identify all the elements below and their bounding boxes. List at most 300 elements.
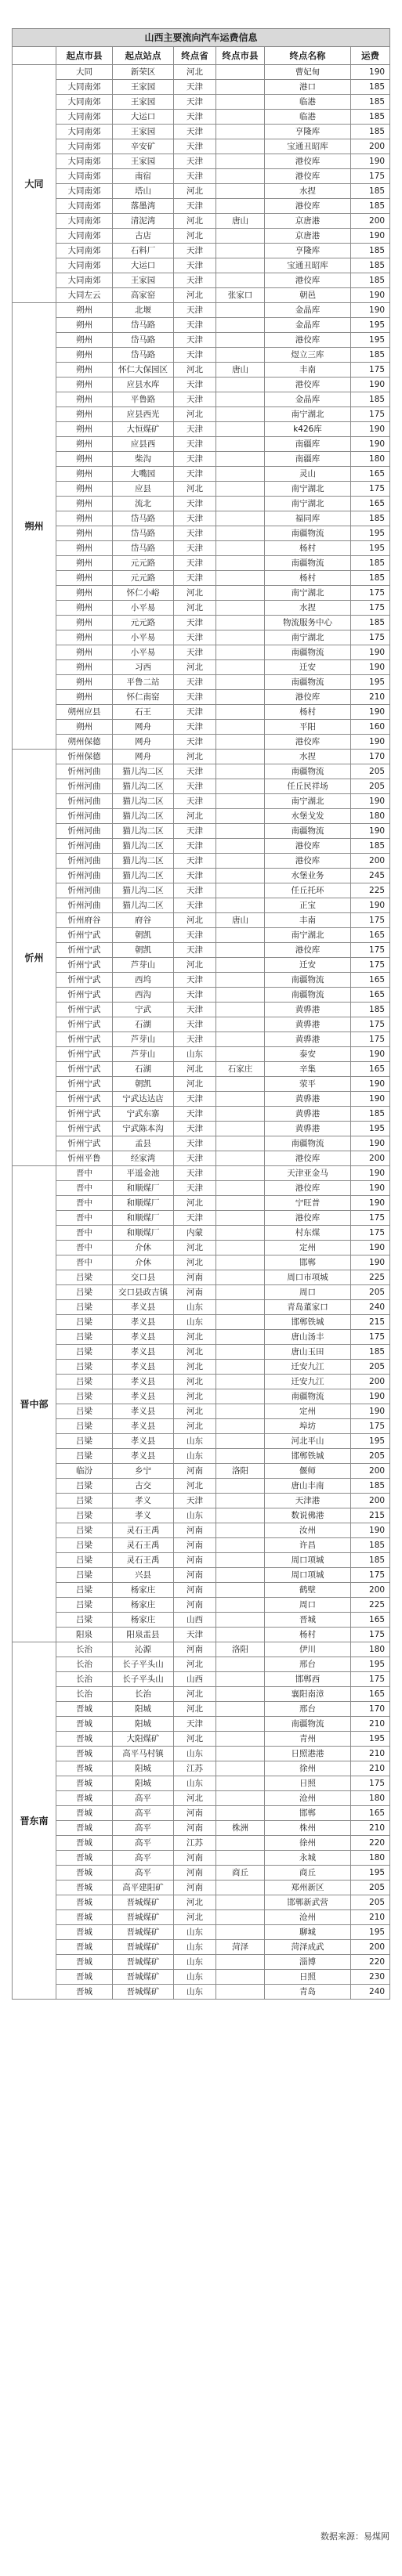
cell-origin-station: 大阳煤矿: [113, 1732, 174, 1747]
cell-freight: 165: [351, 1062, 390, 1077]
cell-dest-name: 伊川: [265, 1642, 351, 1657]
cell-dest-name: 村东煤: [265, 1226, 351, 1241]
cell-freight: 175: [351, 1017, 390, 1032]
cell-dest-province: 河北: [174, 1895, 216, 1910]
cell-dest-province: 天津: [174, 199, 216, 214]
cell-origin-station: 孝义县: [113, 1360, 174, 1375]
cell-dest-city: [216, 1092, 265, 1107]
cell-freight: 205: [351, 1895, 390, 1910]
cell-dest-province: 天津: [174, 824, 216, 839]
table-row: [13, 288, 390, 303]
table-row: [13, 1851, 390, 1866]
table-row: [13, 1761, 390, 1776]
cell-origin-city: 大同: [56, 65, 113, 80]
cell-dest-name: 邯郸: [265, 1255, 351, 1270]
cell-dest-city: [216, 303, 265, 318]
table-row: [13, 1836, 390, 1851]
cell-dest-city: [216, 1687, 265, 1702]
cell-dest-city: [216, 735, 265, 750]
cell-origin-station: 沁源: [113, 1642, 174, 1657]
cell-dest-city: [216, 258, 265, 273]
cell-freight: 175: [351, 943, 390, 958]
cell-origin-station: 清泥湾: [113, 214, 174, 229]
cell-freight: 175: [351, 407, 390, 422]
cell-freight: 175: [351, 958, 390, 973]
cell-origin-city: 吕梁: [56, 1360, 113, 1375]
cell-freight: 185: [351, 839, 390, 854]
cell-origin-city: 晋城: [56, 1717, 113, 1732]
cell-origin-city: 晋城: [56, 1910, 113, 1925]
cell-dest-city: [216, 705, 265, 720]
cell-dest-name: k426库: [265, 422, 351, 437]
cell-dest-province: 天津: [174, 779, 216, 794]
cell-freight: 190: [351, 1196, 390, 1211]
cell-origin-city: 大同南郊: [56, 110, 113, 125]
table-row: [13, 779, 390, 794]
cell-origin-city: 朔州: [56, 630, 113, 645]
table-row: [13, 1776, 390, 1791]
cell-dest-name: 邢台: [265, 1657, 351, 1672]
cell-dest-province: 河南: [174, 1866, 216, 1881]
cell-origin-station: 网舟: [113, 735, 174, 750]
cell-dest-name: 汝州: [265, 1523, 351, 1538]
cell-dest-city: [216, 1315, 265, 1330]
cell-origin-city: 晋中: [56, 1166, 113, 1181]
cell-freight: 185: [351, 392, 390, 407]
cell-freight: 190: [351, 1389, 390, 1404]
cell-origin-city: 朔州: [56, 645, 113, 660]
cell-origin-station: 孝义县: [113, 1315, 174, 1330]
cell-origin-station: 元元路: [113, 616, 174, 630]
table-row: [13, 1404, 390, 1419]
cell-origin-city: 吕梁: [56, 1419, 113, 1434]
table-row: [13, 1687, 390, 1702]
table-row: [13, 764, 390, 779]
table-row: [13, 1196, 390, 1211]
table-row: [13, 988, 390, 1003]
cell-dest-province: 天津: [174, 1122, 216, 1136]
cell-origin-city: 朔州: [56, 601, 113, 616]
table-row: [13, 898, 390, 913]
cell-dest-city: [216, 809, 265, 824]
cell-origin-station: 交口县: [113, 1270, 174, 1285]
cell-dest-name: 平阳: [265, 720, 351, 735]
table-row: [13, 199, 390, 214]
cell-origin-station: 孝义县: [113, 1389, 174, 1404]
cell-origin-city: 忻州河曲: [56, 883, 113, 898]
cell-origin-station: 大恒煤矿: [113, 422, 174, 437]
cell-freight: 185: [351, 110, 390, 125]
cell-freight: 175: [351, 630, 390, 645]
table-row: [13, 273, 390, 288]
cell-dest-province: 天津: [174, 1017, 216, 1032]
cell-dest-city: [216, 1702, 265, 1717]
cell-dest-province: 河北: [174, 1255, 216, 1270]
cell-freight: 210: [351, 1821, 390, 1836]
cell-freight: 190: [351, 303, 390, 318]
cell-origin-station: 孝义县: [113, 1404, 174, 1419]
cell-dest-name: 徐州: [265, 1761, 351, 1776]
cell-dest-province: 江苏: [174, 1761, 216, 1776]
cell-dest-city: [216, 1806, 265, 1821]
cell-dest-city: [216, 1360, 265, 1375]
cell-freight: 220: [351, 1955, 390, 1970]
table-row: [13, 1970, 390, 1985]
table-row: [13, 392, 390, 407]
table-row: [13, 1449, 390, 1464]
cell-dest-province: 天津: [174, 883, 216, 898]
cell-dest-province: 天津: [174, 794, 216, 809]
cell-dest-province: 山东: [174, 1985, 216, 2000]
cell-origin-city: 晋城: [56, 1970, 113, 1985]
cell-origin-station: 晋城煤矿: [113, 1940, 174, 1955]
cell-freight: 190: [351, 1077, 390, 1092]
table-row: [13, 735, 390, 750]
cell-freight: 180: [351, 809, 390, 824]
cell-dest-province: 河南: [174, 1851, 216, 1866]
cell-origin-station: 孝义县: [113, 1419, 174, 1434]
cell-dest-province: 天津: [174, 988, 216, 1003]
cell-freight: 205: [351, 1881, 390, 1895]
cell-dest-province: 天津: [174, 735, 216, 750]
cell-dest-province: 山东: [174, 1315, 216, 1330]
cell-dest-name: 水捏: [265, 750, 351, 764]
table-row: [13, 1747, 390, 1761]
cell-origin-city: 晋城: [56, 1985, 113, 2000]
cell-origin-city: 忻州宁武: [56, 1122, 113, 1136]
cell-origin-city: 忻州宁武: [56, 1062, 113, 1077]
cell-origin-city: 吕梁: [56, 1315, 113, 1330]
cell-dest-province: 天津: [174, 1211, 216, 1226]
cell-dest-province: 天津: [174, 437, 216, 452]
cell-origin-city: 吕梁: [56, 1389, 113, 1404]
cell-origin-station: 平鲁二站: [113, 675, 174, 690]
cell-freight: 200: [351, 1151, 390, 1166]
cell-origin-station: 应县西: [113, 437, 174, 452]
cell-dest-city: [216, 1568, 265, 1583]
cell-dest-name: 煜立三库: [265, 348, 351, 363]
cell-origin-city: 晋城: [56, 1747, 113, 1761]
cell-freight: 210: [351, 1910, 390, 1925]
cell-dest-city: [216, 869, 265, 883]
cell-dest-city: [216, 318, 265, 333]
header-dest-name: 终点名称: [265, 47, 351, 65]
cell-freight: 190: [351, 378, 390, 392]
cell-origin-city: 吕梁: [56, 1270, 113, 1285]
cell-dest-name: 港佼库: [265, 199, 351, 214]
cell-dest-city: [216, 1836, 265, 1851]
cell-freight: 190: [351, 437, 390, 452]
table-row: [13, 1419, 390, 1434]
cell-dest-province: 天津: [174, 318, 216, 333]
cell-dest-city: [216, 482, 265, 497]
cell-dest-city: [216, 1732, 265, 1747]
cell-freight: 195: [351, 1434, 390, 1449]
cell-dest-city: [216, 690, 265, 705]
cell-origin-station: 兴县: [113, 1568, 174, 1583]
cell-dest-province: 天津: [174, 139, 216, 154]
cell-origin-station: 灵石王禹: [113, 1538, 174, 1553]
cell-origin-city: 晋城: [56, 1925, 113, 1940]
table-row: [13, 1568, 390, 1583]
table-row: [13, 333, 390, 348]
table-row: [13, 869, 390, 883]
cell-dest-city: [216, 1479, 265, 1494]
cell-dest-city: 菏泽: [216, 1940, 265, 1955]
cell-freight: 175: [351, 1226, 390, 1241]
cell-origin-city: 吕梁: [56, 1508, 113, 1523]
cell-dest-city: [216, 154, 265, 169]
cell-origin-city: 朔州: [56, 333, 113, 348]
cell-origin-city: 忻州宁武: [56, 1107, 113, 1122]
cell-freight: 175: [351, 1032, 390, 1047]
cell-origin-station: 晋城煤矿: [113, 1910, 174, 1925]
cell-dest-name: 南宁湖北: [265, 794, 351, 809]
table-row: [13, 1389, 390, 1404]
cell-freight: 175: [351, 1776, 390, 1791]
cell-dest-province: 天津: [174, 1717, 216, 1732]
cell-origin-city: 朔州: [56, 482, 113, 497]
cell-origin-station: 阳城: [113, 1776, 174, 1791]
cell-dest-city: [216, 1494, 265, 1508]
table-row: [13, 1657, 390, 1672]
cell-origin-station: 怀仁大保园区: [113, 363, 174, 378]
cell-origin-city: 阳泉: [56, 1628, 113, 1642]
cell-origin-city: 朔州: [56, 303, 113, 318]
table-row: [13, 511, 390, 526]
cell-origin-station: 应县西光: [113, 407, 174, 422]
cell-dest-city: [216, 630, 265, 645]
table-row: [13, 1151, 390, 1166]
cell-dest-city: [216, 1851, 265, 1866]
cell-dest-name: 京唐港: [265, 229, 351, 244]
region-label: 朔州: [13, 303, 56, 750]
cell-origin-city: 忻州河曲: [56, 839, 113, 854]
cell-freight: 175: [351, 1628, 390, 1642]
cell-dest-province: 河北: [174, 407, 216, 422]
cell-dest-province: 河北: [174, 1389, 216, 1404]
cell-origin-city: 吕梁: [56, 1538, 113, 1553]
table-row: [13, 1181, 390, 1196]
cell-dest-province: 河南: [174, 1598, 216, 1613]
cell-dest-city: [216, 65, 265, 80]
cell-dest-name: 商丘: [265, 1866, 351, 1881]
cell-freight: 200: [351, 1464, 390, 1479]
cell-origin-station: 北堰: [113, 303, 174, 318]
cell-dest-city: 唐山: [216, 214, 265, 229]
cell-origin-station: 塔山: [113, 184, 174, 199]
cell-dest-city: [216, 1925, 265, 1940]
cell-origin-city: 晋中: [56, 1241, 113, 1255]
table-row: [13, 482, 390, 497]
table-row: [13, 571, 390, 586]
table-row: [13, 1375, 390, 1389]
cell-origin-city: 忻州宁武: [56, 1077, 113, 1092]
cell-origin-city: 大同南郊: [56, 125, 113, 139]
table-row: [13, 1122, 390, 1136]
cell-dest-province: 山西: [174, 1672, 216, 1687]
cell-origin-station: 大运口: [113, 258, 174, 273]
table-row: [13, 1806, 390, 1821]
cell-origin-city: 晋中: [56, 1255, 113, 1270]
cell-dest-province: 河北: [174, 229, 216, 244]
cell-origin-city: 忻州河曲: [56, 809, 113, 824]
cell-dest-province: 天津: [174, 110, 216, 125]
cell-dest-name: 任丘托环: [265, 883, 351, 898]
cell-freight: 185: [351, 348, 390, 363]
cell-dest-name: 周口: [265, 1285, 351, 1300]
cell-dest-city: [216, 1598, 265, 1613]
cell-dest-name: 聊城: [265, 1925, 351, 1940]
cell-dest-city: [216, 616, 265, 630]
table-row: [13, 467, 390, 482]
cell-freight: 200: [351, 1375, 390, 1389]
cell-freight: 210: [351, 1747, 390, 1761]
cell-dest-city: [216, 1672, 265, 1687]
cell-dest-city: [216, 1077, 265, 1092]
cell-dest-city: [216, 1583, 265, 1598]
table-row: [13, 883, 390, 898]
cell-dest-name: 港口: [265, 80, 351, 95]
cell-freight: 185: [351, 1003, 390, 1017]
table-row: [13, 497, 390, 511]
cell-dest-province: 天津: [174, 422, 216, 437]
cell-dest-province: 内蒙: [174, 1226, 216, 1241]
cell-freight: 175: [351, 1330, 390, 1345]
cell-dest-province: 山东: [174, 1434, 216, 1449]
cell-dest-city: [216, 898, 265, 913]
cell-origin-city: 朔州: [56, 675, 113, 690]
cell-origin-station: 岱马路: [113, 333, 174, 348]
cell-origin-station: 岱马路: [113, 318, 174, 333]
cell-freight: 195: [351, 1925, 390, 1940]
cell-dest-name: 港佼库: [265, 690, 351, 705]
cell-dest-city: [216, 497, 265, 511]
cell-dest-name: 迁安: [265, 958, 351, 973]
cell-freight: 195: [351, 1657, 390, 1672]
cell-origin-city: 朔州: [56, 452, 113, 467]
cell-dest-name: 港佼库: [265, 735, 351, 750]
cell-dest-province: 山东: [174, 1925, 216, 1940]
cell-origin-city: 忻州宁武: [56, 988, 113, 1003]
cell-freight: 190: [351, 794, 390, 809]
cell-dest-name: 灵山: [265, 467, 351, 482]
table-row: [13, 928, 390, 943]
cell-dest-name: 南疆物流: [265, 556, 351, 571]
cell-dest-city: [216, 1955, 265, 1970]
cell-freight: 190: [351, 229, 390, 244]
cell-dest-province: 天津: [174, 869, 216, 883]
cell-dest-province: 天津: [174, 690, 216, 705]
cell-origin-station: 孝义县: [113, 1449, 174, 1464]
table-row: [13, 1866, 390, 1881]
cell-dest-city: [216, 586, 265, 601]
cell-dest-province: 山东: [174, 1940, 216, 1955]
cell-dest-name: 临港: [265, 95, 351, 110]
table-row: [13, 258, 390, 273]
cell-dest-name: 金晶库: [265, 303, 351, 318]
cell-freight: 230: [351, 1970, 390, 1985]
table-row: [13, 1255, 390, 1270]
cell-origin-station: 怀仁南窑: [113, 690, 174, 705]
cell-origin-station: 和顺煤厂: [113, 1226, 174, 1241]
table-row: [13, 1791, 390, 1806]
cell-dest-province: 天津: [174, 541, 216, 556]
cell-origin-city: 朔州: [56, 616, 113, 630]
table-row: [13, 556, 390, 571]
cell-origin-station: 芦芽山: [113, 1032, 174, 1047]
cell-origin-city: 忻州宁武: [56, 943, 113, 958]
cell-dest-province: 天津: [174, 616, 216, 630]
cell-dest-province: 河南: [174, 1464, 216, 1479]
cell-dest-name: 埠坊: [265, 1419, 351, 1434]
cell-dest-city: 唐山: [216, 913, 265, 928]
cell-dest-province: 天津: [174, 556, 216, 571]
cell-freight: 195: [351, 1866, 390, 1881]
cell-origin-city: 晋城: [56, 1806, 113, 1821]
cell-origin-station: 孝义县: [113, 1434, 174, 1449]
cell-origin-city: 朔州保德: [56, 735, 113, 750]
cell-dest-city: [216, 273, 265, 288]
table-row: [13, 750, 390, 764]
cell-dest-city: [216, 958, 265, 973]
cell-dest-name: 天津亚金马: [265, 1166, 351, 1181]
cell-origin-station: 流北: [113, 497, 174, 511]
cell-origin-city: 朔州: [56, 720, 113, 735]
cell-dest-name: 南疆物流: [265, 1389, 351, 1404]
cell-dest-name: 黄骅港: [265, 1003, 351, 1017]
cell-origin-city: 忻州宁武: [56, 958, 113, 973]
cell-origin-station: 王家园: [113, 80, 174, 95]
cell-freight: 205: [351, 1449, 390, 1464]
cell-freight: 185: [351, 1107, 390, 1122]
table-row: [13, 1553, 390, 1568]
cell-dest-city: 洛阳: [216, 1464, 265, 1479]
cell-origin-city: 忻州宁武: [56, 928, 113, 943]
cell-freight: 190: [351, 1241, 390, 1255]
cell-freight: 190: [351, 898, 390, 913]
cell-dest-province: 河北: [174, 1404, 216, 1419]
cell-dest-name: 杨村: [265, 705, 351, 720]
cell-dest-province: 河北: [174, 1345, 216, 1360]
cell-dest-city: [216, 601, 265, 616]
cell-dest-province: 天津: [174, 973, 216, 988]
cell-freight: 185: [351, 125, 390, 139]
cell-dest-province: 天津: [174, 303, 216, 318]
cell-origin-station: 孝义: [113, 1508, 174, 1523]
cell-origin-station: 高平: [113, 1836, 174, 1851]
cell-origin-station: 元元路: [113, 556, 174, 571]
cell-dest-province: 天津: [174, 169, 216, 184]
cell-origin-city: 朔州: [56, 363, 113, 378]
cell-origin-city: 晋城: [56, 1761, 113, 1776]
cell-dest-name: 水堡戈发: [265, 809, 351, 824]
cell-dest-name: 港佼库: [265, 333, 351, 348]
cell-freight: 240: [351, 1985, 390, 2000]
cell-dest-province: 河北: [174, 1702, 216, 1717]
cell-origin-city: 晋城: [56, 1776, 113, 1791]
cell-dest-name: 周口: [265, 1598, 351, 1613]
table-row: [13, 1881, 390, 1895]
cell-origin-city: 大同南郊: [56, 169, 113, 184]
cell-origin-city: 大同南郊: [56, 214, 113, 229]
cell-freight: 190: [351, 705, 390, 720]
cell-freight: 170: [351, 750, 390, 764]
cell-dest-city: [216, 139, 265, 154]
cell-dest-province: 天津: [174, 95, 216, 110]
cell-dest-province: 河北: [174, 660, 216, 675]
cell-freight: 190: [351, 1047, 390, 1062]
